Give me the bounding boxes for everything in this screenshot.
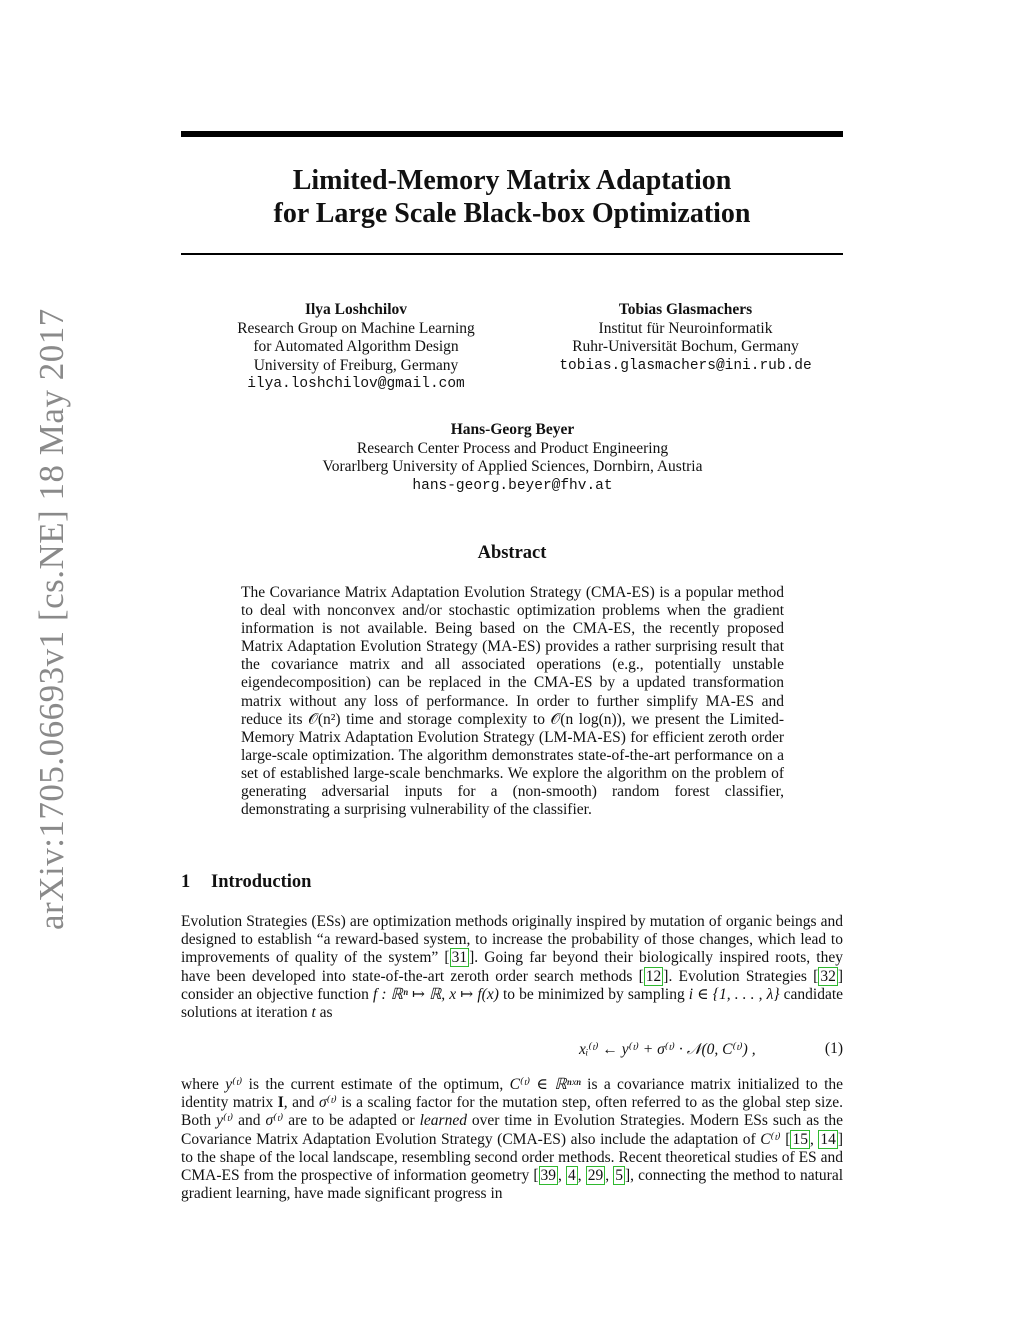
author-block-2	[518, 301, 853, 375]
equation-1	[181, 1036, 843, 1064]
citation-link[interactable]: 15	[792, 1130, 808, 1148]
title-top-rule	[181, 131, 843, 137]
author-affiliation: Institut für Neuroinformatik	[598, 319, 773, 337]
citation-link[interactable]: 32	[820, 967, 836, 985]
citation-link[interactable]: 31	[451, 949, 468, 967]
author-email[interactable]: ilya.loshchilov@gmail.com	[247, 376, 465, 392]
title-bottom-rule	[181, 253, 843, 255]
author-email[interactable]: tobias.glasmachers@ini.rub.de	[559, 357, 812, 374]
citation-link[interactable]: 12	[645, 967, 662, 985]
citation-link[interactable]: 29	[587, 1167, 604, 1185]
author-affiliation: Research Group on Machine Learning	[237, 319, 475, 337]
author-affiliation: Vorarlberg University of Applied Sciences, Dornbirn, Austria	[322, 458, 703, 475]
author-affiliation: University of Freiburg, Germany	[253, 356, 459, 374]
equation-number: (1)	[824, 1040, 843, 1057]
author-email[interactable]: hans-georg.beyer@fhv.at	[412, 477, 613, 494]
section-number: 1	[181, 872, 191, 892]
author-block-1	[196, 301, 516, 394]
author-name: Ilya Loshchilov	[304, 301, 408, 318]
author-affiliation: Research Center Process and Product Engineering	[356, 439, 669, 457]
section-heading-introduction	[181, 872, 311, 893]
equation-expression: xᵢ⁽ᵗ⁾ ← y⁽ᵗ⁾ + σ⁽ᵗ⁾ · 𝒩(0, C⁽ᵗ⁾) ,	[579, 1041, 756, 1058]
intro-paragraph-1: Evolution Strategies (ESs) are optimization methods originally inspired by mutation of organic beings and designed to establish “a reward-based system, to increase the probability of those changes, which lead to improvements of quality of the system” [ 31 ]. Going far beyond their biologically inspired roots, they have been developed into state-of-the-art zeroth order search methods [ 12 ]. Evolution Strategies [ 32 ] consider an objective function f : ℝⁿ ↦ ℝ, x ↦ f(x) to be minimized by sampling i ∈ {1, . . . , λ} candidate solutions at iteration t as	[181, 913, 844, 1022]
paper-title-line-2: for Large Scale Black-box Optimization	[273, 198, 751, 229]
citation-link[interactable]: 5	[615, 1167, 623, 1185]
abstract-text: The Covariance Matrix Adaptation Evolution Strategy (CMA-ES) is a popular method to deal with nonconvex and/or stochastic optimization problems when the gradient information is not available. Being based on the CMA-ES, the recently proposed Matrix Adaptation Evolution Strategy (MA-ES) provides a rather surprising result that the covariance matrix and all associated operations (e.g., potentially unstable eigendecomposition) can be replaced in the CMA-ES by a updated transformation matrix without any loss of performance. In order to further simplify MA-ES and reduce its 𝒪(n²) time and storage complexity to 𝒪(n log(n)), we present the Limited-Memory Matrix Adaptation Evolution Strategy (LM-MA-ES) for efficient zeroth order large-scale optimization. The algorithm demonstrates state-of-the-art performance on a set of established large-scale benchmarks. We explore the algorithm on the problem of generating adversarial inputs for a (non-smooth) random forest classifier, demonstrating a surprising vulnerability of the classifier.	[241, 584, 784, 819]
section-title: Introduction	[211, 872, 312, 892]
author-name: Hans-Georg Beyer	[450, 421, 575, 438]
author-name: Tobias Glasmachers	[618, 301, 753, 318]
author-affiliation: for Automated Algorithm Design	[253, 338, 459, 355]
intro-paragraph-2: where y⁽ᵗ⁾ is the current estimate of the optimum, C⁽ᵗ⁾ ∈ ℝⁿˣⁿ is a covariance matrix initialized to the identity matrix I, and σ⁽ᵗ⁾ is a scaling factor for the mutation step, often referred to as the global step size. Both y⁽ᵗ⁾ and σ⁽ᵗ⁾ are to be adapted or learned over time in Evolution Strategies. Modern ESs such as the Covariance Matrix Adaptation Evolution Strategy (CMA-ES) also include the adaptation of C⁽ᵗ⁾ [ 15 , 14 ] to the shape of the local landscape, resembling second order methods. Recent theoretical studies of ES and CMA-ES from the prospective of information geometry [ 39 , 4 , 29 , 5 ], connecting the method to natural gradient learning, have made significant progress in	[181, 1076, 844, 1203]
citation-link[interactable]: 14	[820, 1130, 836, 1148]
abstract-heading: Abstract	[477, 543, 547, 563]
arxiv-stamp: arXiv:1705.06693v1 [cs.NE] 18 May 2017	[32, 308, 71, 930]
author-affiliation: Ruhr-Universität Bochum, Germany	[572, 338, 799, 355]
author-block-3	[241, 421, 784, 495]
citation-link[interactable]: 39	[540, 1167, 557, 1185]
paper-title-line-1: Limited-Memory Matrix Adaptation	[292, 165, 732, 196]
citation-link[interactable]: 4	[568, 1167, 576, 1185]
